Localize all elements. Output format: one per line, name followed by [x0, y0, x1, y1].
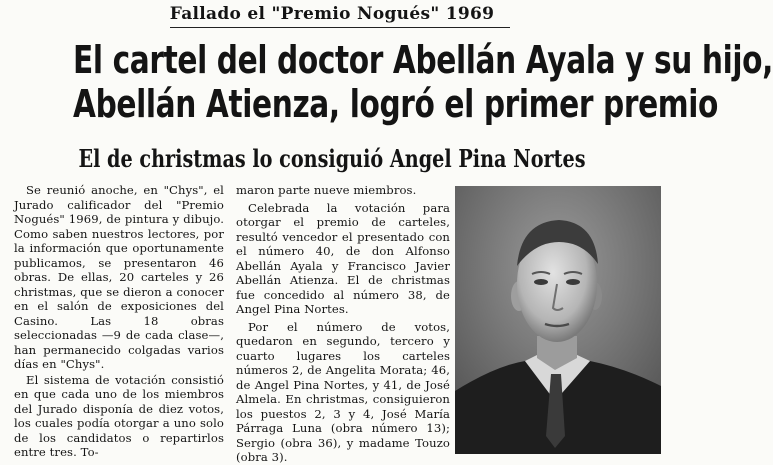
headline — [73, 38, 773, 126]
paragraph: Celebrada la votación para otorgar el premio de carteles, resultó vencedor el presentado con el número 40, de don Alfonso Abellán Ayala y Francisco Javier Abellán Atienza. El de christmas fue concedido al número 38, de Angel Pina Nortes. — [236, 200, 450, 316]
paragraph: El sistema de votación consistió en que cada uno de los miembros del Jurado disponía de diez votos, los cuales podía otorgar a uno solo de los candidatos o repartirlos entre tres. To- — [14, 372, 224, 459]
subheadline: El de christmas lo consiguió Angel Pina Nortes — [78, 144, 586, 173]
paragraph: Se reunió anoche, en "Chys", el Jurado calificador del "Premio Nogués" 1969, de pintura y dibujo. Como saben nuestros lectores, por la información que oportunamente publicamos, se presentaron 46 obras. De ellas, 20 carteles y 26 christmas, que se dieron a conocer en el salón de exposiciones del Casino. Las 18 obras seleccionadas —9 de cada clase—, han permanecido colgadas varios días en "Chys". — [14, 183, 224, 371]
headline-line-2: Abellán Atienza, logró el primer premio — [73, 82, 719, 126]
kicker-line: Fallado el "Premio Nogués" 1969 — [169, 4, 495, 24]
paragraph: Por el número de votos, quedaron en segundo, tercero y cuarto lugares los carteles números 2, de Angelita Morata; 46, de Angel Pina Nortes, y 41, de José Almela. En christmas, consiguieron los puestos 2, 3 y 4, José María Párraga Luna (obra número 13); Sergio (obra 36), y madame Touzo (obra 3). — [236, 319, 450, 464]
article-column-1 — [14, 183, 224, 460]
paragraph: maron parte nueve miembros. — [236, 183, 417, 197]
portrait-photo-icon — [455, 186, 661, 454]
headline-line-1: El cartel del doctor Abellán Ayala y su hijo, — [73, 38, 773, 82]
kicker-underline — [170, 27, 510, 28]
article-column-2 — [236, 183, 450, 465]
